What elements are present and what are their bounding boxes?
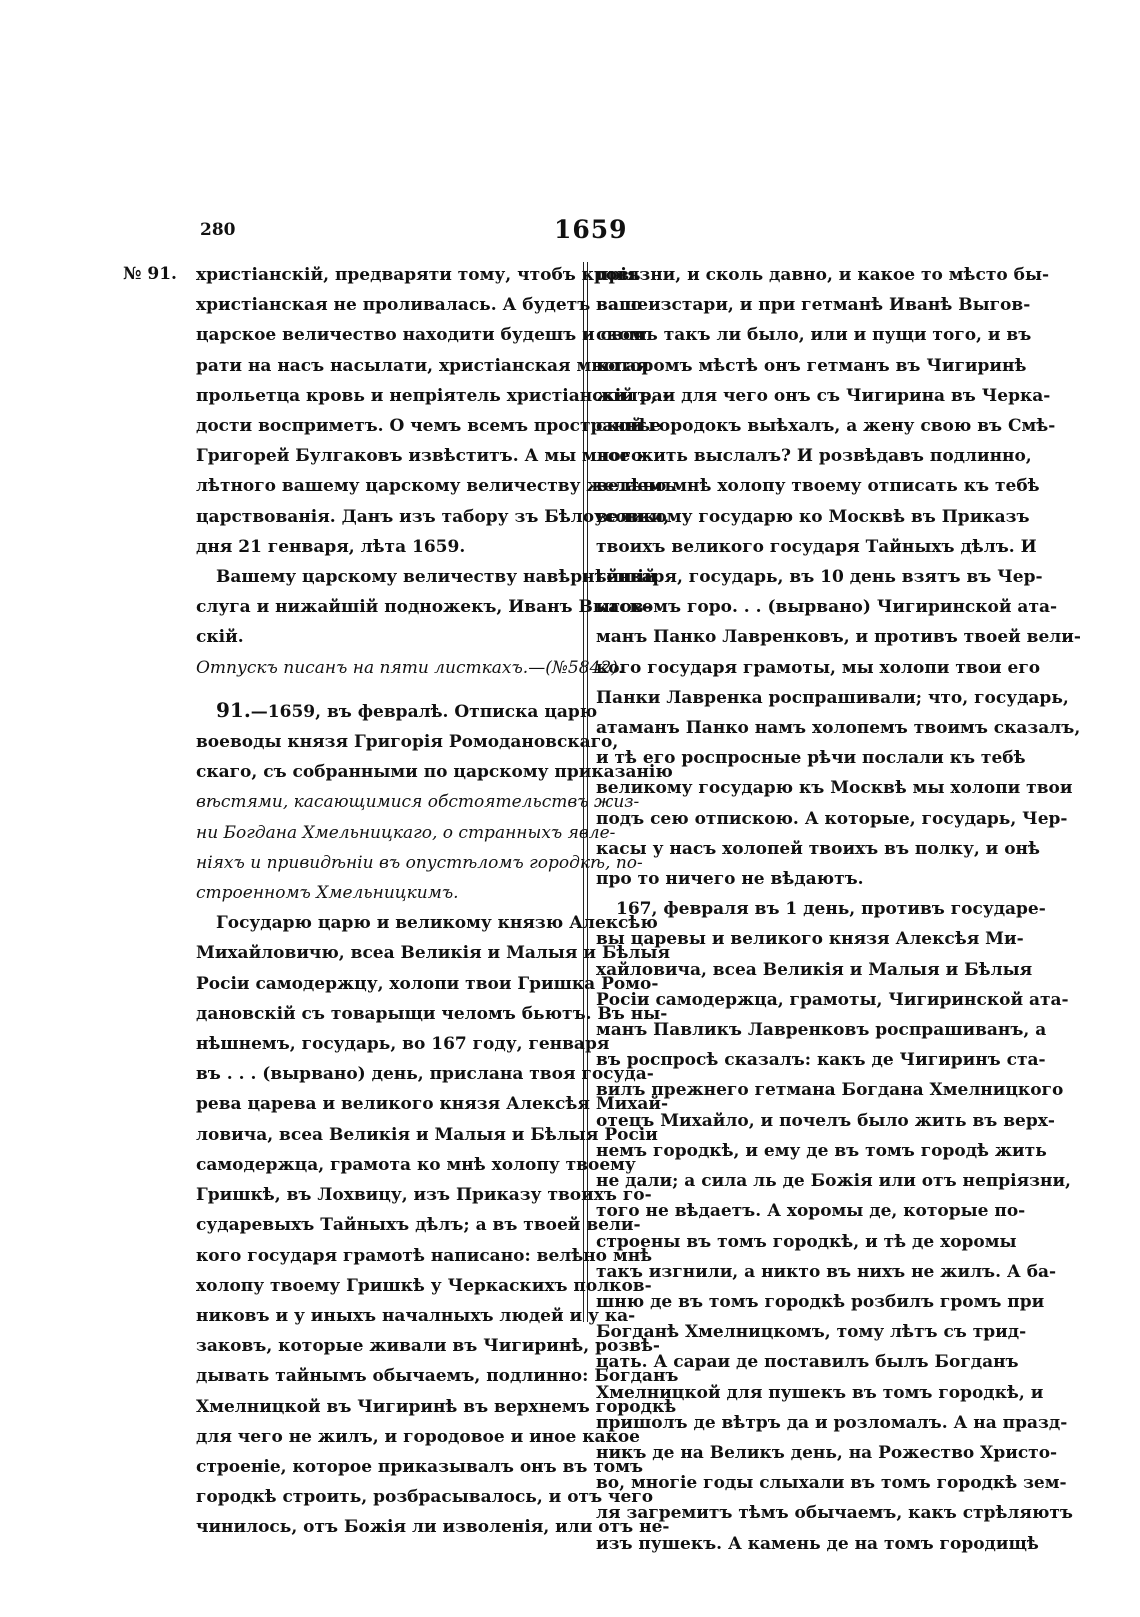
line-text: подъ сею отпискою. А которые, государь, Чер- — [596, 808, 1068, 829]
text-line — [596, 1408, 1068, 1438]
line-text: рева царева и великого князя Алексѣя Михай- — [196, 1094, 669, 1115]
text-line — [196, 1361, 679, 1391]
line-text: Государю царю и великому князю Алексѣю — [216, 913, 658, 934]
line-text: Григорей Булгаковъ извѣститъ. А мы много- — [196, 446, 650, 467]
line-text: манъ Панко Лавренковъ, и противъ твоей вели- — [596, 627, 1081, 648]
line-text: касы у насъ холопей твоихъ въ полку, и онѣ — [596, 838, 1040, 859]
text-line — [196, 1392, 677, 1422]
line-text: Вашему царскому величеству навѣрнѣйшiй — [216, 567, 657, 588]
text-line — [196, 622, 572, 652]
line-text: прiязни, и сколь давно, и какое то мѣсто бы- — [596, 265, 1050, 285]
line-text: самодержца, грамота ко мнѣ холопу твоему — [196, 1154, 636, 1175]
text-line — [596, 894, 1046, 924]
line-text: скомъ такъ ли было, или и пущи того, и въ — [596, 325, 1032, 346]
line-text: изъ пушекъ. А камень де на томъ городищѣ — [596, 1533, 1039, 1554]
line-text: дановскiй съ товарыщи челомъ бьютъ. Въ ны- — [196, 1003, 668, 1024]
line-text: скаго, съ собранными по царскому приказанiю — [196, 762, 673, 783]
line-text: Михайловичю, всеа Великiя и Малыя и Бѣлыя — [196, 943, 671, 964]
line-text: Богданѣ Хмелницкомъ, тому лѣтъ съ трид- — [596, 1322, 1027, 1343]
text-line — [196, 848, 643, 878]
text-line — [196, 592, 651, 622]
entry-marker: № 91. — [123, 264, 177, 284]
line-text: ни Богдана Хмельницкаго, о странныхъ явле- — [196, 822, 616, 843]
line-text: вилъ прежнего гетмана Богдана Хмелницкого — [596, 1080, 1064, 1101]
line-text: велѣно мнѣ холопу твоему отписать къ тебѣ — [596, 476, 1040, 497]
paragraph-spacer — [196, 683, 572, 695]
line-text: лѣтного вашему царскому величеству желаемъ — [196, 476, 676, 497]
text-line — [196, 1089, 669, 1119]
text-line — [596, 1468, 1067, 1498]
text-line — [196, 1301, 636, 1331]
line-text: слуга и нижайшiй подножекъ, Иванъ Выгов- — [196, 597, 651, 618]
line-text: твоихъ великого государя Тайныхъ дѣлъ. И — [596, 536, 1037, 557]
text-line — [196, 351, 650, 381]
line-text: вы царевы и великого князя Алексѣя Ми- — [596, 929, 1024, 950]
text-line — [596, 411, 1056, 441]
text-line — [196, 471, 676, 501]
line-text: великому государю ко Москвѣ въ Приказъ — [596, 506, 1030, 527]
line-text: такъ изгнили, а никто въ нихъ не жилъ. А ба- — [596, 1261, 1057, 1282]
line-text: про то ничего не вѣдаютъ. — [596, 869, 864, 890]
text-line — [596, 834, 1040, 864]
text-line — [596, 985, 1069, 1015]
text-line — [196, 1210, 641, 1240]
text-line — [596, 1075, 1064, 1105]
text-line — [596, 1257, 1057, 1287]
right-column — [596, 260, 1081, 1559]
text-line — [596, 653, 1041, 683]
text-line — [596, 1347, 1019, 1377]
line-text: нѣшнемъ, государь, во 167 году, генваря — [196, 1034, 610, 1055]
text-line — [596, 924, 1024, 954]
text-line — [196, 1271, 652, 1301]
text-line — [196, 1422, 640, 1452]
text-line — [596, 592, 1058, 622]
page-year-heading: 1659 — [554, 215, 628, 244]
line-text: Панки Лавренка роспрашивали; что, государь, — [596, 687, 1069, 708]
text-line — [196, 1150, 636, 1180]
line-text: вѣстями, касающимися обстоятельствъ жиз- — [196, 792, 640, 813]
line-text: во, многiе годы слыхали въ томъ городкѣ зем- — [596, 1473, 1067, 1494]
text-line — [196, 938, 671, 968]
line-text: рати на насъ насылати, христiанская многая — [196, 355, 650, 376]
line-text: Хмелницкой для пушекъ въ томъ городкѣ, и — [596, 1382, 1044, 1403]
line-text: никовъ и у иныхъ началныхъ людей и у ка- — [196, 1305, 636, 1326]
text-line — [196, 727, 619, 757]
line-text: скiй. — [196, 627, 244, 648]
line-text: въ . . . (вырвано) день, прислана твоя госуда- — [196, 1064, 654, 1085]
line-text: нiяхъ и привидѣнiи въ опустѣломъ городкѣ, по- — [196, 852, 643, 873]
text-line — [596, 562, 1043, 592]
text-line — [596, 1045, 1046, 1075]
line-text: холопу твоему Гришкѣ у Черкаскихъ полков- — [196, 1275, 652, 1296]
line-text: строенномъ Хмельницкимъ. — [196, 883, 459, 904]
text-line — [196, 320, 647, 350]
text-line — [596, 1287, 1045, 1317]
text-line — [596, 351, 1027, 381]
line-text: великому государю къ Москвѣ мы холопи твои — [596, 778, 1073, 799]
text-line — [596, 1529, 1039, 1559]
text-line — [596, 320, 1032, 350]
text-line — [596, 1317, 1027, 1347]
text-line — [596, 1015, 1047, 1045]
line-text: манъ Павликъ Лавренковъ роспрашиванъ, а — [596, 1020, 1047, 1041]
line-text: прольетца кровь и непрiятель христiанскiй ра- — [196, 385, 670, 406]
text-line — [196, 908, 658, 938]
line-text: никъ де на Великъ день, на Рожество Христо- — [596, 1442, 1058, 1463]
line-text: дости восприметъ. О чемъ всемъ пространнѣе — [196, 416, 662, 437]
text-line — [196, 787, 640, 817]
line-text: ля загремитъ тѣмъ обычаемъ, какъ стрѣляютъ — [596, 1503, 1073, 1524]
text-line — [596, 1136, 1047, 1166]
text-line — [596, 1166, 1071, 1196]
line-text: въ роспросѣ сказалъ: какъ де Чигиринъ ста- — [596, 1050, 1046, 1071]
text-line — [196, 260, 641, 290]
line-text: которомъ мѣстѣ онъ гетманъ въ Чигиринѣ — [596, 355, 1027, 376]
line-text: атаманъ Панко намъ холопемъ твоимъ сказалъ, — [596, 718, 1081, 739]
line-text: царское величество находити будешъ и свои — [196, 325, 647, 346]
text-line — [196, 999, 668, 1029]
text-line — [596, 532, 1037, 562]
line-text: каскомъ горо. . . (вырвано) Чигиринской ата- — [596, 597, 1058, 618]
line-text: Росiи самодержца, грамоты, Чигиринской ата- — [596, 989, 1069, 1010]
text-line — [596, 683, 1069, 713]
text-line — [196, 695, 598, 727]
text-line — [196, 562, 657, 592]
text-line — [596, 1378, 1044, 1408]
text-line — [196, 411, 662, 441]
line-text: заковъ, которые живали въ Чигиринѣ, розвѣ- — [196, 1336, 660, 1357]
text-line — [196, 969, 659, 999]
text-line — [196, 381, 670, 411]
text-line — [596, 441, 1032, 471]
text-line — [196, 1241, 653, 1271]
text-line — [196, 1512, 670, 1542]
text-line — [596, 713, 1081, 743]
text-line — [196, 1452, 644, 1482]
line-text: того не вѣдаетъ. А хоромы де, которые по- — [596, 1201, 1026, 1222]
text-line — [196, 818, 616, 848]
text-line — [596, 804, 1068, 834]
text-line — [596, 955, 1033, 985]
text-line — [196, 502, 670, 532]
line-text: Гришкѣ, въ Лохвицу, изъ Приказу твоихъ го- — [196, 1185, 652, 1206]
line-text: 167, февраля въ 1 день, противъ государе- — [616, 899, 1046, 920]
text-line — [596, 471, 1040, 501]
text-line — [196, 878, 572, 908]
text-line — [196, 1029, 610, 1059]
line-text: дывать тайнымъ обычаемъ, подлинно: Богданъ — [196, 1366, 679, 1387]
text-line — [196, 290, 649, 320]
text-line — [196, 757, 673, 787]
line-text: христiанская не проливалась. А будетъ ваше — [196, 295, 649, 316]
text-line — [596, 260, 1050, 290]
line-text: кого государя грамотѣ написано: велѣно мнѣ — [196, 1245, 653, 1266]
line-text: ловича, всеа Великiя и Малыя и Бѣлыя Росiи — [196, 1124, 658, 1145]
line-text: царствованiя. Данъ изъ табору зъ Бѣлоусовки, — [196, 506, 670, 527]
line-text: строенiе, которое приказывалъ онъ въ томъ — [196, 1456, 644, 1477]
left-column — [196, 260, 679, 1543]
line-text: пришолъ де вѣтръ да и розломалъ. А на празд- — [596, 1412, 1068, 1433]
text-line — [196, 1331, 660, 1361]
text-line — [196, 1482, 654, 1512]
line-text: сударевыхъ Тайныхъ дѣлъ; а въ твоей вели- — [196, 1215, 641, 1236]
line-text: христiанскiй, предваряти тому, чтобъ кровь — [196, 265, 641, 285]
line-text: Хмелницкой въ Чигиринѣ въ верхнемъ городкѣ — [196, 1396, 677, 1417]
line-text: городкѣ строить, розбрасывалось, и отъ чего — [196, 1487, 654, 1508]
line-text: строены въ томъ городкѣ, и тѣ де хоромы — [596, 1231, 1017, 1252]
line-text: и тѣ его роспросные рѣчи послали къ тебѣ — [596, 748, 1026, 769]
text-line — [196, 441, 650, 471]
line-text: ской городокъ выѣхалъ, а жену свою въ Смѣ- — [596, 416, 1056, 437]
line-text: дня 21 генваря, лѣта 1659. — [196, 536, 466, 557]
text-line — [596, 773, 1073, 803]
line-text: воеводы князя Григорiя Ромодановскаго, — [196, 732, 619, 753]
line-text: кого государя грамоты, мы холопи твои его — [596, 657, 1041, 678]
text-line — [596, 864, 976, 894]
text-line — [596, 743, 1026, 773]
text-line — [596, 1196, 1026, 1226]
line-text: хайловича, всеа Великiя и Малыя и Бѣлыя — [596, 959, 1033, 980]
text-line — [596, 502, 1030, 532]
line-text: Росiи самодержцу, холопи твои Гришка Ромо- — [196, 973, 659, 994]
text-line — [196, 1180, 652, 1210]
text-line — [596, 1227, 1017, 1257]
entry-number: 91. — [216, 697, 251, 722]
line-text: генваря, государь, въ 10 день взятъ въ Чер- — [596, 567, 1043, 588]
text-line — [196, 532, 572, 562]
line-text: цать. А сараи де поставилъ былъ Богданъ — [596, 1352, 1019, 1373]
text-line — [596, 290, 1031, 320]
line-text: Отпускъ писанъ на пяти листкахъ.—(№5842). — [196, 657, 624, 678]
text-line — [596, 1438, 1058, 1468]
text-line — [596, 381, 1051, 411]
text-line — [196, 1120, 658, 1150]
line-text: для чего не жилъ, и городовое и иное какое — [196, 1426, 640, 1447]
line-text: шню де въ томъ городкѣ розбилъ громъ при — [596, 1291, 1045, 1312]
text-line — [596, 1498, 1073, 1528]
line-text: —1659, въ февралѣ. Отписка царю — [250, 701, 598, 722]
line-text: вало изстари, и при гетманѣ Иванѣ Выгов- — [596, 295, 1031, 316]
line-text: лое жить выслалъ? И розвѣдавъ подлинно, — [596, 446, 1032, 467]
text-line — [596, 1106, 1055, 1136]
text-line — [196, 1059, 654, 1089]
text-line — [596, 622, 1081, 652]
page-number: 280 — [200, 220, 236, 240]
line-text: чинилось, отъ Божiя ли изволенiя, или отъ не- — [196, 1517, 670, 1538]
line-text: отецъ Михайло, и почелъ было жить въ верх- — [596, 1110, 1055, 1131]
line-text: не дали; а сила ль де Божiя или отъ непрiязни, — [596, 1171, 1071, 1192]
text-line — [196, 653, 624, 683]
line-text: жилъ, и для чего онъ съ Чигирина въ Черка- — [596, 385, 1051, 406]
line-text: немъ городкѣ, и ему де въ томъ городѣ жить — [596, 1140, 1047, 1161]
